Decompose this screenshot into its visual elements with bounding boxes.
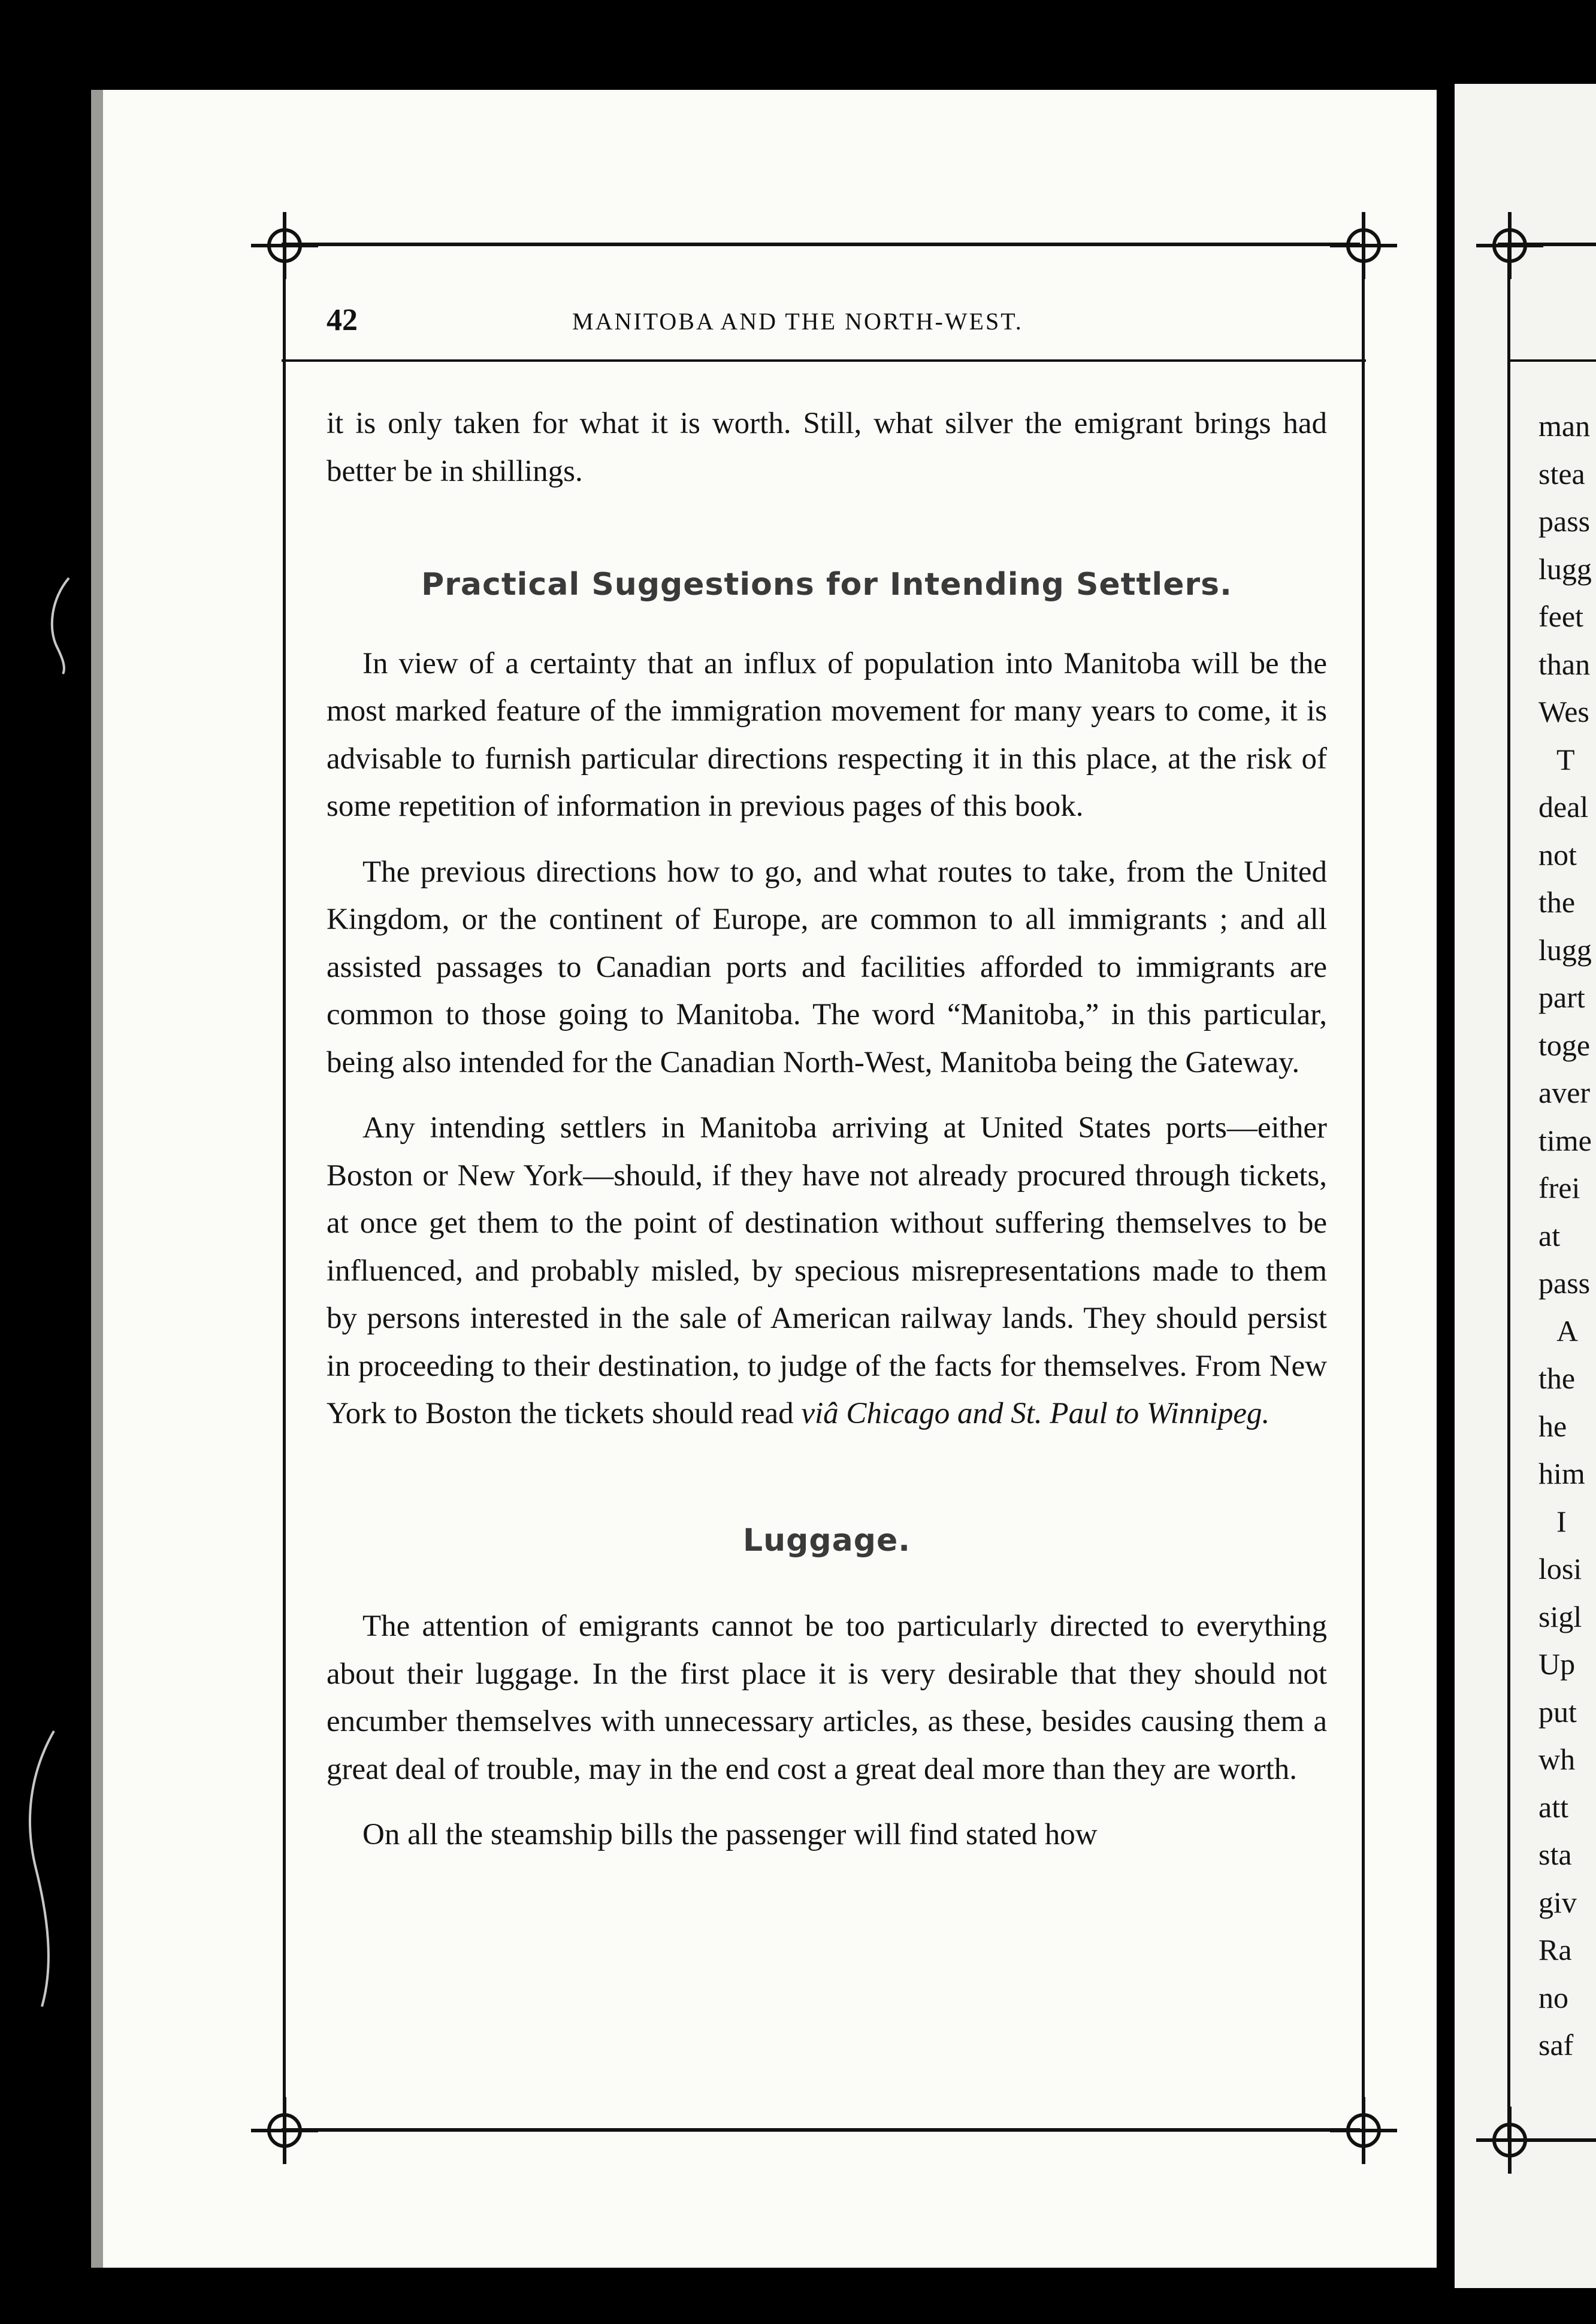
crosshair-ornament-icon — [249, 210, 321, 282]
facing-line: sta — [1538, 1838, 1572, 1871]
facing-line: man — [1538, 409, 1591, 443]
facing-line: wh — [1538, 1742, 1576, 1776]
facing-page-text — [1538, 403, 1596, 2069]
facing-line: part — [1538, 981, 1585, 1014]
crosshair-ornament-icon — [249, 2095, 321, 2166]
facing-line: Up — [1538, 1647, 1576, 1681]
facing-line: sigl — [1538, 1599, 1582, 1633]
facing-line: the — [1538, 1361, 1576, 1395]
route-italic-text: viâ Chicago and St. Paul to Winnipeg. — [801, 1397, 1270, 1430]
crosshair-ornament-icon — [1474, 210, 1546, 282]
facing-line: not — [1538, 837, 1577, 872]
running-head: MANITOBA AND THE NORTH-WEST. — [572, 308, 1023, 335]
facing-line: saf — [1538, 2028, 1574, 2062]
facing-line: T — [1556, 742, 1575, 776]
left-border-rule — [283, 246, 286, 2129]
section-heading-luggage: Luggage. — [743, 1522, 911, 1559]
paragraph: In view of a certainty that an influx of population into Manitoba will be the most marked feature of the immigration movement for many years to come, it is advisable to furnish particular directions respecting it in this place, at the risk of some repetition of information in previous pages of this book. — [327, 646, 1327, 823]
scan-margin-mark — [45, 575, 75, 677]
crosshair-ornament-icon — [1328, 2095, 1399, 2166]
facing-line: toge — [1538, 1028, 1591, 1062]
paragraph-text: Any intending settlers in Manitoba arriving at United States ports—either Boston or New York—should, if they have not already procured through tickets, at once get them to the point of destination without suffering themselves to be influenced, and probably misled, by specious misrepresentations made to them by persons interested in the sale of American railway lands. They should persist in proceeding to their destination, to judge of the facts for themselves. From New York to Boston the tickets should read — [327, 1111, 1327, 1430]
facing-line: losi — [1538, 1552, 1582, 1585]
facing-line: I — [1556, 1504, 1567, 1538]
header-underline-rule — [282, 359, 1366, 362]
paragraph: The attention of emigrants cannot be too particularly directed to everything about their luggage. In the first place it is very desirable that they should not encumber themselves with unnecessary articles, as these, besides causing them a great deal of trouble, may in the end cost a great deal more than they are worth. — [327, 1609, 1327, 1786]
crosshair-ornament-icon — [1328, 210, 1399, 282]
bottom-border-rule — [282, 2128, 1360, 2132]
top-border-rule — [282, 243, 1360, 246]
facing-line: frei — [1538, 1171, 1580, 1205]
facing-line: giv — [1538, 1885, 1577, 1919]
facing-line: aver — [1538, 1076, 1591, 1109]
facing-line: pass — [1538, 504, 1591, 538]
facing-line: no — [1538, 1980, 1568, 2014]
crosshair-ornament-icon — [1474, 2104, 1546, 2176]
facing-header-rule — [1507, 359, 1596, 362]
facing-line: stea — [1538, 456, 1585, 491]
paragraph: On all the steamship bills the passenger will find stated how — [362, 1818, 1098, 1851]
facing-line: put — [1538, 1694, 1577, 1729]
opening-paragraph: it is only taken for what it is worth. Still, what silver the emigrant brings had better be in shillings. — [327, 407, 1327, 488]
facing-line: him — [1538, 1457, 1585, 1490]
facing-line: A — [1556, 1314, 1579, 1348]
facing-line: the — [1538, 885, 1576, 919]
facing-line: than — [1538, 647, 1591, 681]
facing-line: Wes — [1538, 695, 1589, 728]
page-header — [327, 302, 1375, 344]
facing-line: at — [1538, 1218, 1561, 1252]
facing-line: Ra — [1538, 1933, 1572, 1966]
facing-line: lugg — [1538, 933, 1592, 967]
page-number: 42 — [327, 303, 358, 337]
facing-line: lugg — [1538, 552, 1592, 586]
paragraph: The previous directions how to go, and what routes to take, from the United Kingdom, or the continent of Europe, are common to all immigrants ; and all assisted passages to Canadian ports and facilities afforded to immigrants are common to those going to Manitoba. The word “Manitoba,” in this particular, being also intended for the Canadian North-West, Manitoba being the Gateway. — [327, 855, 1327, 1079]
paragraph — [327, 1104, 1327, 1438]
section-heading-settlers: Practical Suggestions for Intending Settlers. — [421, 567, 1232, 603]
right-border-rule — [1362, 246, 1365, 2129]
facing-line: deal — [1538, 790, 1589, 824]
facing-line: he — [1538, 1409, 1567, 1443]
body-text — [327, 400, 1327, 1859]
scan-margin-mark — [18, 1725, 66, 2013]
facing-line: feet — [1538, 600, 1583, 633]
facing-line: time — [1538, 1123, 1592, 1157]
facing-line: att — [1538, 1790, 1568, 1824]
facing-line: pass — [1538, 1266, 1591, 1300]
facing-left-rule — [1507, 246, 1510, 2141]
